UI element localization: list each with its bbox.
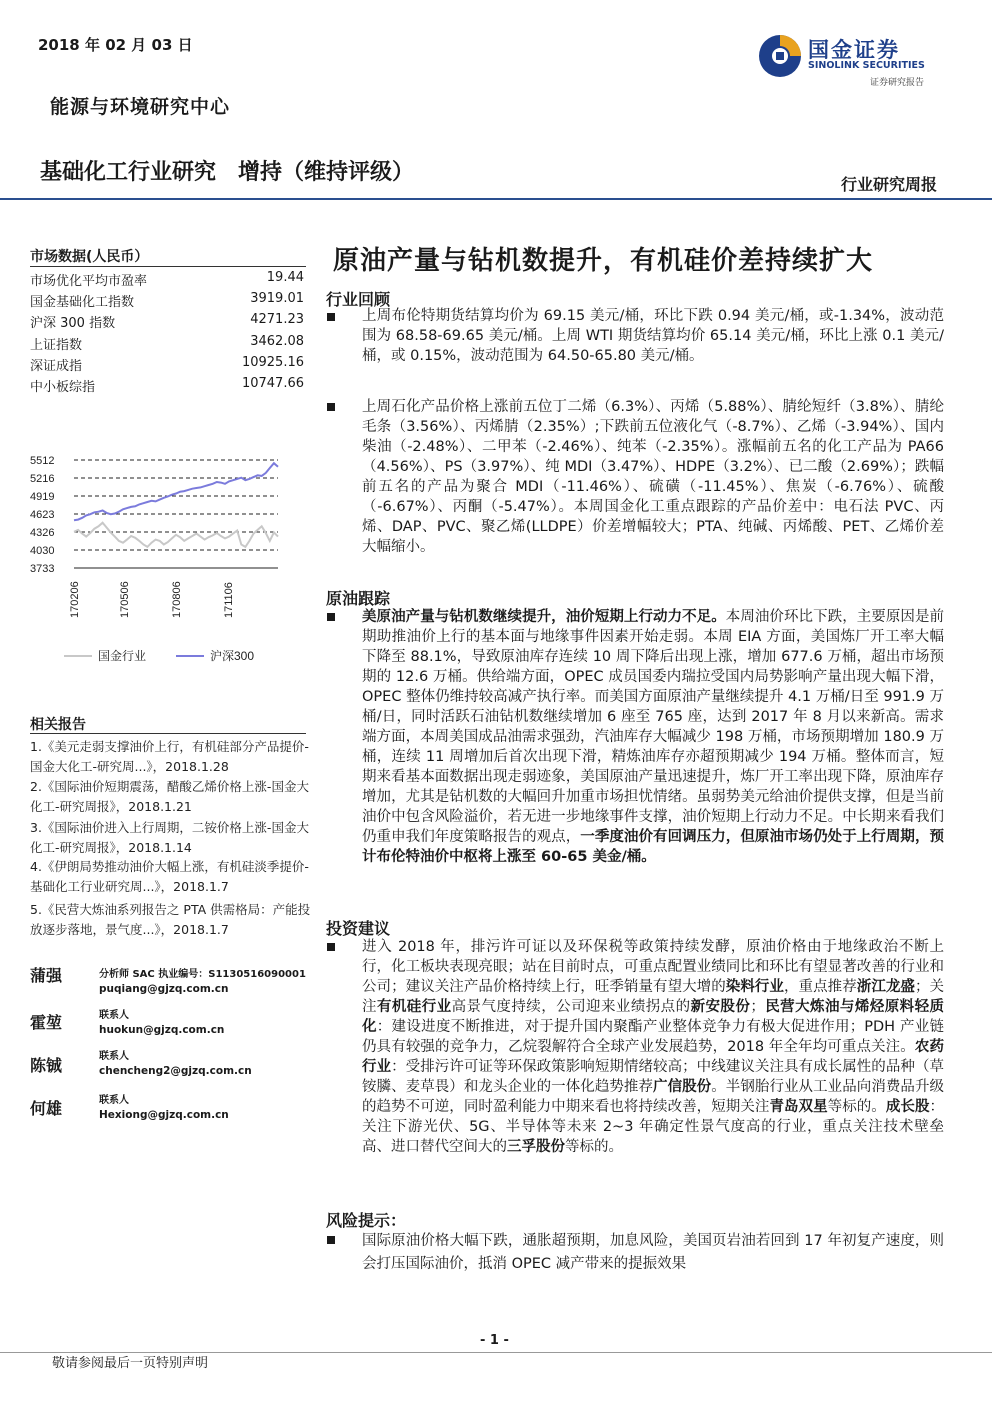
x-tick-label: 171106	[223, 582, 235, 618]
y-tick-label: 5216	[30, 473, 55, 485]
crude-conclusion: 一季度油价有回调压力，但原油市场仍处于上行周期，预计布伦特油价中枢将上涨至 60-65 美金/桶。	[362, 829, 945, 865]
section-title-review: 行业回顾	[326, 290, 391, 309]
related-report-item[interactable]: 1.《美元走弱支撑油价上行，有机硅部分产品提价-国金大化工-研究周...》，2018.1.28	[30, 739, 309, 774]
series-line	[74, 523, 278, 547]
analyst-info	[99, 1093, 229, 1123]
market-data-title: 市场数据(人民币）	[30, 249, 149, 265]
analyst-name: 霍堃	[30, 1013, 63, 1032]
analyst-info	[99, 967, 306, 997]
y-tick-label: 4326	[30, 527, 55, 539]
legend-label: 沪深300	[210, 649, 255, 663]
logo-text-cn: 国金证券	[808, 38, 900, 62]
bullet-square-icon	[327, 403, 335, 411]
y-tick-label: 5512	[30, 455, 55, 467]
index-line-chart	[28, 440, 308, 680]
analyst-email[interactable]: Hexiong@gjzq.com.cn	[99, 1109, 229, 1121]
analyst-email[interactable]: chencheng2@gjzq.com.cn	[99, 1065, 252, 1077]
y-tick-label: 4623	[30, 509, 55, 521]
section-title-risk: 风险提示：	[326, 1211, 407, 1230]
analyst-role: 联系人	[99, 1010, 129, 1021]
legend-label: 国金行业	[98, 649, 147, 663]
analyst-email[interactable]: puqiang@gjzq.com.cn	[99, 983, 229, 995]
crude-lead: 美原油产量与钻机数继续提升，油价短期上行动力不足。	[362, 609, 726, 625]
bullet-square-icon	[327, 613, 335, 621]
bullet-square-icon	[327, 1236, 335, 1244]
research-center: 能源与环境研究中心	[50, 96, 231, 118]
logo-subtitle: 证券研究报告	[870, 78, 925, 88]
crude-paragraph	[362, 607, 944, 867]
related-report-item[interactable]: 2.《国际油价短期震荡，醋酸乙烯价格上涨-国金大化工-研究周报》，2018.1.21	[30, 779, 309, 814]
market-data-divider	[30, 266, 306, 267]
crude-body: 本周油价环比下跌，主要原因是前期助推油价上行的基本面与地缘事件因素开始走弱。本周 EIA 方面，美国炼厂开工率大幅下降至 88.1%，导致原油库存连续 10 周下降后出现上涨，增加 677.6 万桶，超出市场预期的 12.6 万桶。供给端方面，OPEC 成员国委内瑞拉受国内局势影响产量出现大幅下滑，OPEC 整体仍维持较高减产执行率。而美国方面原油产量继续提升 4.1 万桶/日至 991.9 万桶/日，同时活跃石油钻机数继续增加 6 座至 765 座，达到 2017 年 8 月以来新高。需求端方面，本周美国成品油需求强劲，汽油库存大幅减少 198 万桶，市场预期增加 180.9 万桶，连续 11 周增加后首次出现下滑，精炼油库存亦超预期减少 194 万桶。整体而言，短期来看基本面数据出现走弱迹象，美国原油产量迅速提升，炼厂开工率出现下降，原油库存增加，尤其是钻机数的大幅回升加重市场担忧情绪。虽弱势美元给油价提供支撑，但是当前油价中包含风险溢价，若无进一步地缘事件支撑，油价短期上行动力不足。中长期来看我们仍重申我们年度策略报告的观点，	[362, 609, 944, 845]
y-tick-label: 4030	[30, 545, 55, 557]
analyst-info	[99, 1008, 224, 1038]
analyst-email[interactable]: huokun@gjzq.com.cn	[99, 1024, 225, 1036]
y-tick-label: 4919	[30, 491, 55, 503]
analyst-name: 何雄	[30, 1099, 63, 1118]
review-paragraph-2: 上周石化产品价格上涨前五位丁二烯（6.3%）、丙烯（5.88%）、腈纶短纤（3.8%）、腈纶毛条（3.56%）、丙烯腈（2.35%）;下跌前五位液化气（-8.7%）、乙烯（-3.94%）、国内柴油（-2.48%）、二甲苯（-2.46%）、纯苯（-2.35%）。涨幅前五名的化工产品为 PA66（4.56%）、PS（3.97%）、纯 MDI（3.47%）、HDPE（3.2%）、已二酸（2.69%）；跌幅前五名的产品为聚合 MDI（-11.46%）、硫磺（-11.45%）、焦炭（-6.76%）、硫酸（-6.67%）、丙酮（-5.47%）。本周国金化工重点跟踪的产品价差中：电石法 PVC、丙烯、DAP、PVC、聚乙烯(LLDPE）价差增幅较大；PTA、纯碱、丙烯酸、PET、乙烯价差大幅缩小。	[362, 399, 944, 555]
related-report-item[interactable]: 4.《伊朗局势推动油价大幅上涨，有机硅淡季提价-基础化工行业研究周...》，2018.1.7	[30, 859, 309, 894]
series-line	[74, 463, 278, 520]
report-headline: 原油产量与钻机数提升，有机硅价差持续扩大	[333, 246, 874, 276]
review-paragraph-1: 上周布伦特期货结算均价为 69.15 美元/桶，环比下跌 0.94 美元/桶，或-1.34%，波动范围为 68.58-69.65 美元/桶。上周 WTI 期货结算均价 65.14 美元/桶，环比上涨 0.1 美元/桶，或 0.15%，波动范围为 64.50-65.80 美元/桶。	[362, 308, 944, 364]
y-tick-label: 3733	[30, 563, 55, 575]
analyst-name: 蒲强	[30, 966, 63, 985]
disclaimer-note: 敬请参阅最后一页特别声明	[52, 1356, 209, 1371]
related-reports-divider	[30, 733, 306, 734]
header-divider	[0, 198, 992, 200]
risk-paragraph: 国际原油价格大幅下跌，通胀超预期，加息风险，美国页岩油若回到 17 年初复产速度，则会打压国际油价，抵消 OPEC 减产带来的提振效果	[362, 1233, 944, 1272]
report-date: 2018 年 02 月 03 日	[38, 36, 193, 54]
page-number: - 1 -	[480, 1333, 509, 1348]
bullet-square-icon	[327, 313, 335, 321]
analyst-name: 陈铖	[30, 1056, 63, 1075]
industry-rating: 基础化工行业研究 增持（维持评级）	[40, 160, 415, 185]
related-report-item[interactable]: 5.《民营大炼油系列报告之 PTA 供需格局：产能投放逐步落地，景气度...》，2018.1.7	[30, 902, 311, 937]
analyst-role: 联系人	[99, 1051, 129, 1062]
analyst-role: 联系人	[99, 1095, 129, 1106]
related-report-item[interactable]: 3.《国际油价进入上行周期，二铵价格上涨-国金大化工-研究周报》，2018.1.14	[30, 820, 309, 855]
logo-text-en: SINOLINK SECURITIES	[808, 60, 925, 71]
analyst-role: 分析师 SAC 执业编号：S1130516090001	[99, 969, 306, 980]
x-tick-label: 170806	[171, 581, 183, 618]
analyst-info	[99, 1049, 252, 1079]
invest-paragraph: 进入 2018 年，排污许可证以及环保税等政策持续发酵，原油价格由于地缘政治不断上行，化工板块表现亮眼；站在目前时点，可重点配置业绩同比和环比有望显著改善的行业和公司；建议关注产品价格持续上行，旺季销量有望大增的染料行业，重点推荐浙江龙盛；关注有机硅行业高景气度持续，公司迎来业绩拐点的新安股份；民营大炼油与烯烃原料轻质化：建设进度不断推进，对于提升国内聚酯产业整体竞争力有极大促进作用；PDH 产业链仍具有较强的竞争力，乙烷裂解符合全球产业发展趋势，2018 年全年均可重点关注。农药行业：受排污许可证等环保政策影响短期情绪较高；中线建议关注具有成长属性的品种（草铵膦、麦草畏）和龙头企业的一体化趋势推荐广信股份。半钢胎行业从工业品向消费品升级的趋势不可逆，同时盈利能力中期来看也将持续改善，短期关注青岛双星等标的。成长股：关注下游光伏、5G、半导体等未来 2~3 年确定性景气度高的行业，重点关注技术壁垒高、进口替代空间大的三孚股份等标的。	[362, 939, 945, 1155]
section-title-crude: 原油跟踪	[326, 589, 391, 608]
doc-type: 行业研究周报	[840, 175, 937, 194]
related-reports-title: 相关报告	[30, 717, 86, 733]
bullet-square-icon	[327, 943, 335, 951]
x-tick-label: 170206	[69, 581, 81, 618]
section-title-invest: 投资建议	[326, 919, 391, 938]
x-tick-label: 170506	[119, 581, 131, 618]
